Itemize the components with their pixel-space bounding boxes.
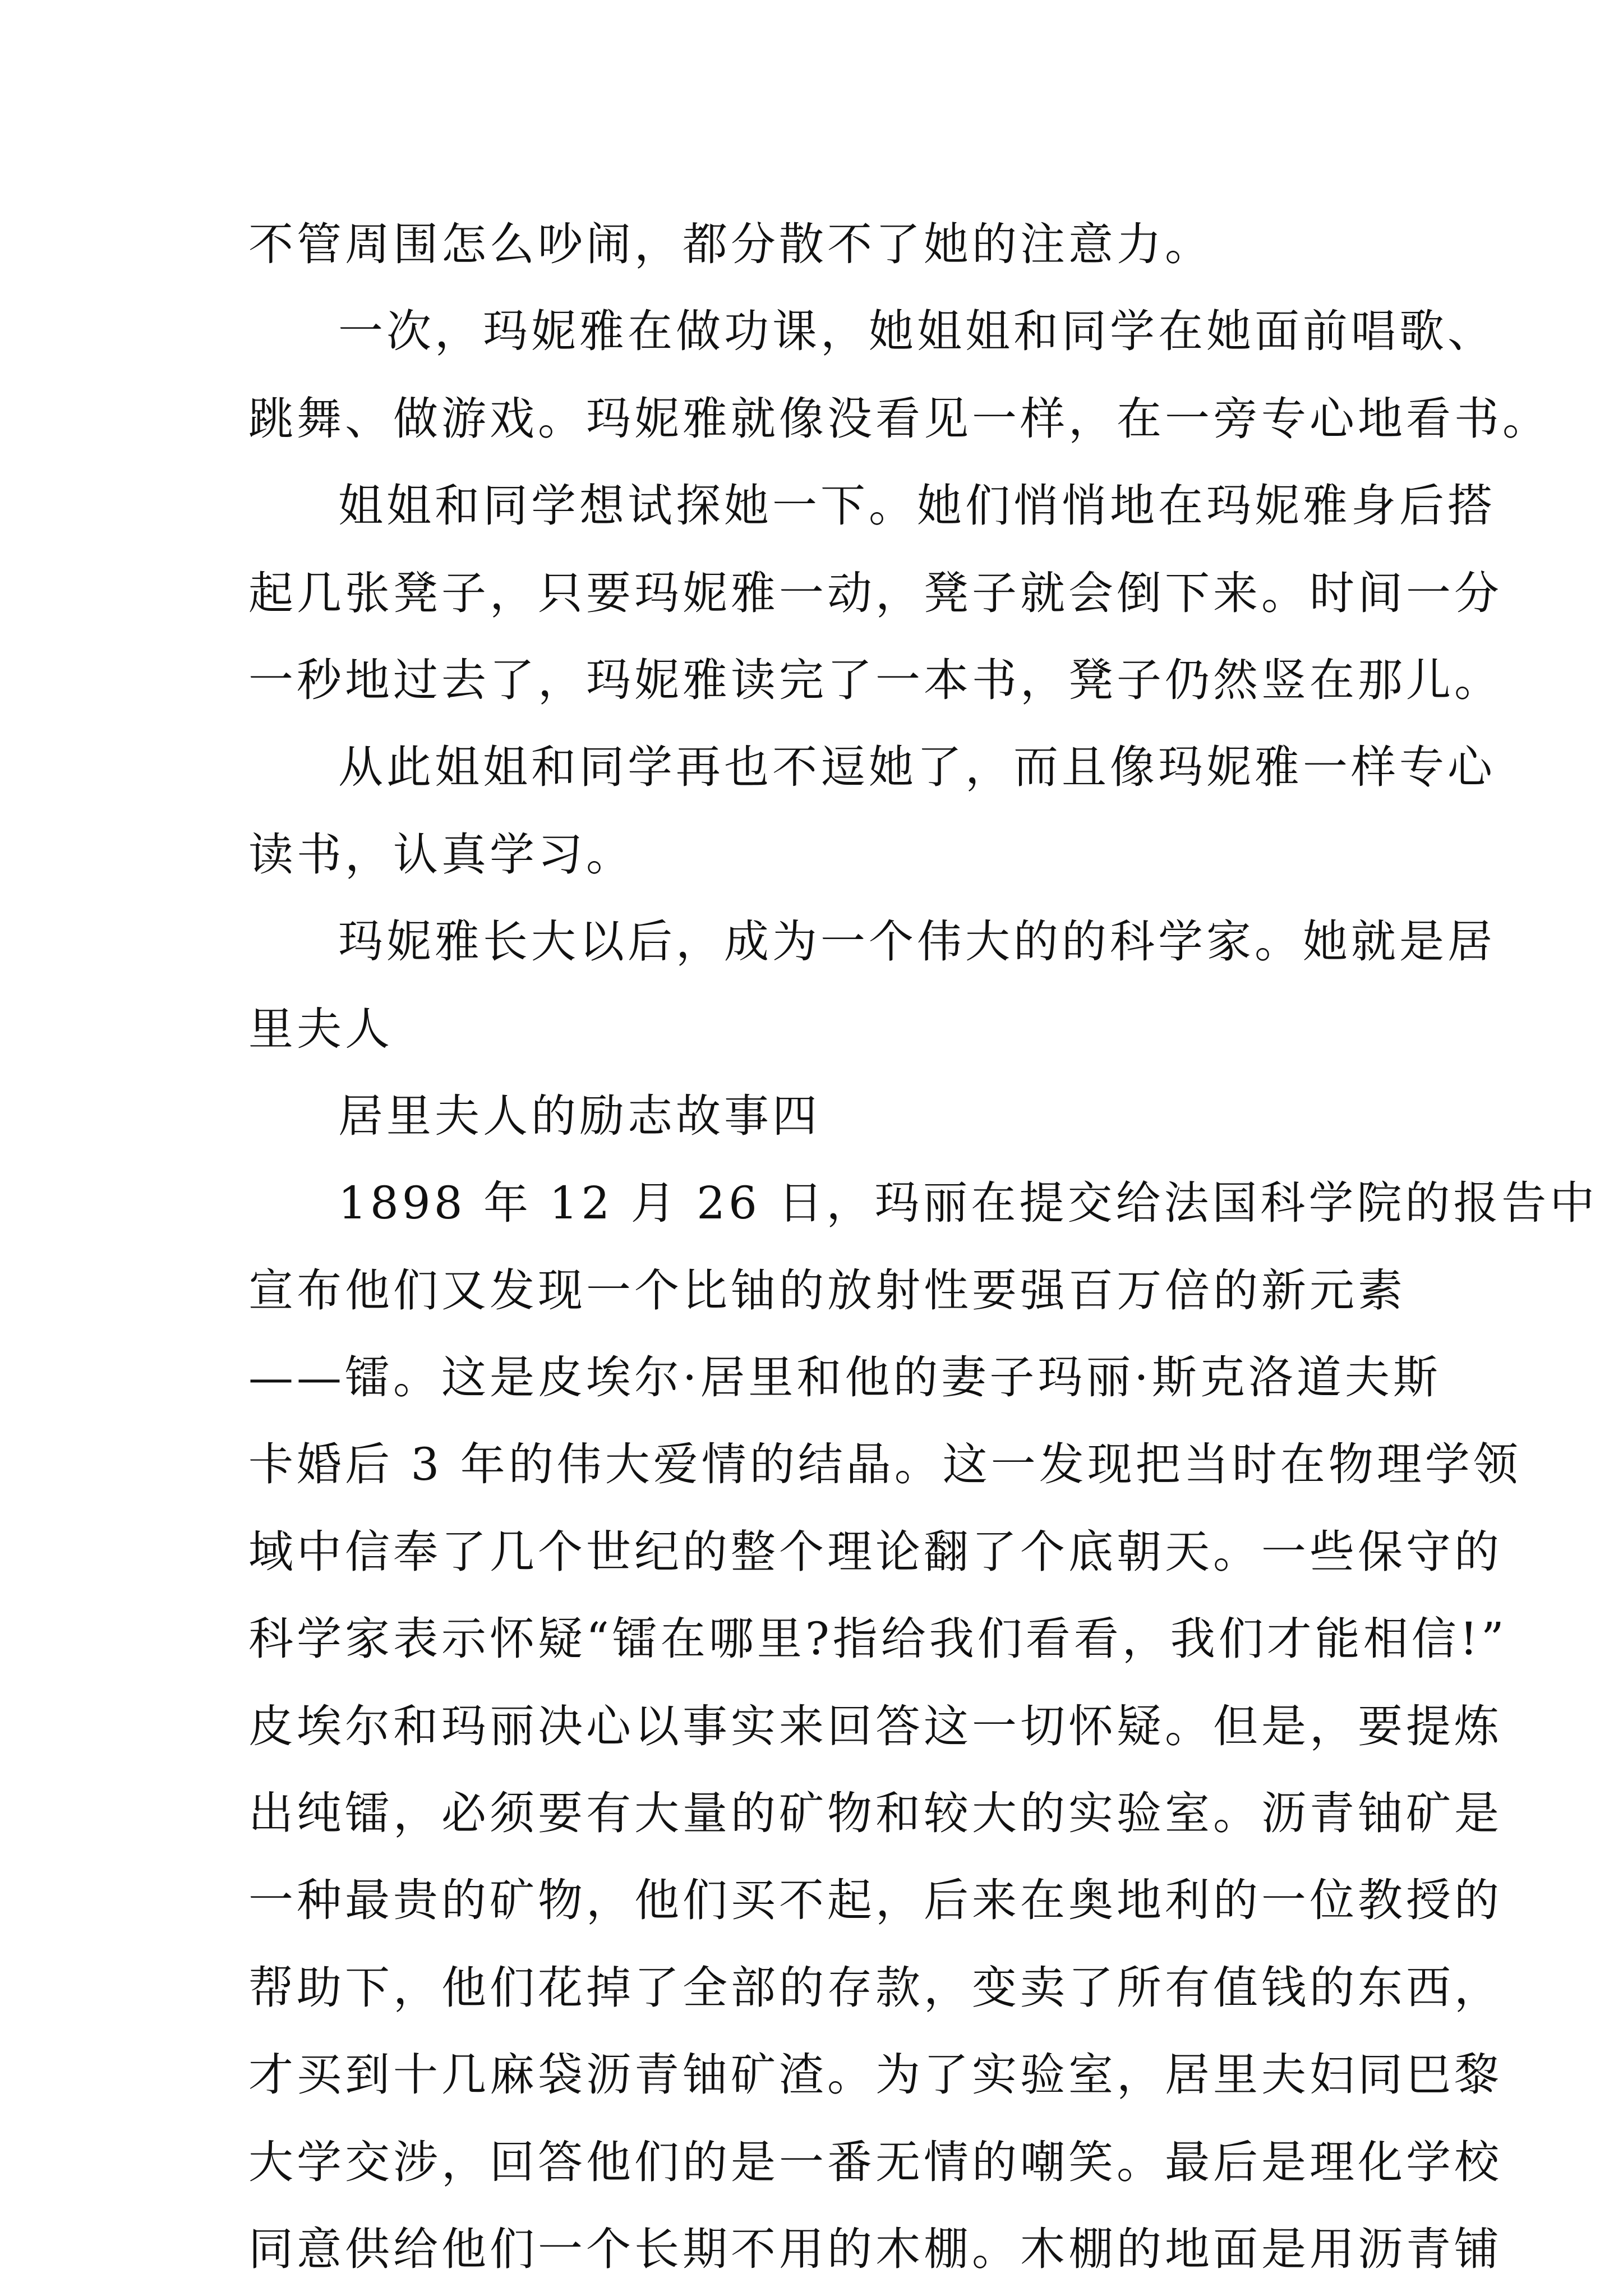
text-line: ——镭。这是皮埃尔·居里和他的妻子玛丽·斯克洛道夫斯 xyxy=(248,1351,1441,1404)
text-line: 皮埃尔和玛丽决心以事实来回答这一切怀疑。但是，要提炼 xyxy=(248,1700,1502,1752)
text-line: 从此姐姐和同学再也不逗她了，而且像玛妮雅一样专心 xyxy=(338,741,1496,793)
text-line: 域中信奉了几个世纪的整个理论翻了个底朝天。一些保守的 xyxy=(248,1526,1502,1578)
text-line: 一种最贵的矿物，他们买不起，后来在奥地利的一位教授的 xyxy=(248,1874,1502,1926)
text-line: 宣布他们又发现一个比铀的放射性要强百万倍的新元素 xyxy=(248,1264,1406,1317)
text-line: 起几张凳子，只要玛妮雅一动，凳子就会倒下来。时间一分 xyxy=(248,567,1502,619)
text-line: 才买到十几麻袋沥青铀矿渣。为了实验室，居里夫妇同巴黎 xyxy=(248,2049,1502,2101)
text-line: 同意供给他们一个长期不用的木棚。木棚的地面是用沥青铺 xyxy=(248,2223,1502,2275)
text-line: 1898 年 12 月 26 日，玛丽在提交给法国科学院的报告中 xyxy=(338,1177,1598,1229)
text-line: 一秒地过去了，玛妮雅读完了一本书，凳子仍然竖在那儿。 xyxy=(248,654,1502,706)
text-line: 读书，认真学习。 xyxy=(248,829,634,881)
text-line: 大学交涉，回答他们的是一番无情的嘲笑。最后是理化学校 xyxy=(248,2136,1502,2188)
text-line: 一次，玛妮雅在做功课，她姐姐和同学在她面前唱歌、 xyxy=(338,305,1496,357)
text-line: 跳舞、做游戏。玛妮雅就像没看见一样，在一旁专心地看书。 xyxy=(248,393,1551,445)
text-line: 姐姐和同学想试探她一下。她们悄悄地在玛妮雅身后搭 xyxy=(338,480,1496,532)
text-line: 出纯镭，必须要有大量的矿物和较大的实验室。沥青铀矿是 xyxy=(248,1787,1502,1839)
text-line: 里夫人 xyxy=(248,1003,393,1055)
text-line: 不管周围怎么吵闹，都分散不了她的注意力。 xyxy=(248,218,1213,270)
text-line: 科学家表示怀疑“镭在哪里?指给我们看看，我们才能相信!” xyxy=(248,1613,1507,1665)
text-line: 帮助下，他们花掉了全部的存款，变卖了所有值钱的东西， xyxy=(248,1962,1502,2014)
text-line: 卡婚后 3 年的伟大爱情的结晶。这一发现把当时在物理学领 xyxy=(248,1438,1521,1490)
section-heading: 居里夫人的励志故事四 xyxy=(338,1090,820,1142)
text-line: 玛妮雅长大以后，成为一个伟大的的科学家。她就是居 xyxy=(338,915,1496,968)
